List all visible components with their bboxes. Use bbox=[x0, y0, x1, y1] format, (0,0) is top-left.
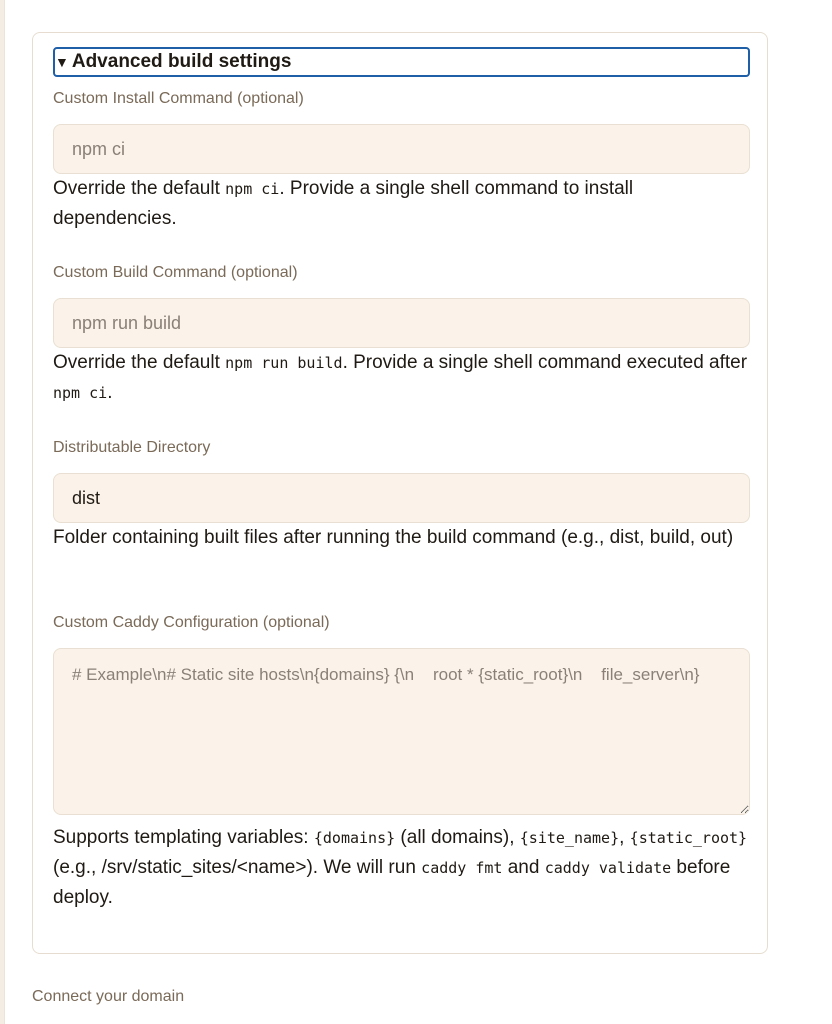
help-text: Override the default bbox=[53, 352, 226, 373]
help-code: caddy fmt bbox=[421, 859, 503, 877]
help-text: and bbox=[502, 857, 545, 878]
help-code: {domains} bbox=[313, 829, 396, 847]
help-text: Supports templating variables: bbox=[53, 827, 314, 848]
help-code: caddy validate bbox=[544, 859, 672, 877]
caddy-config-label: Custom Caddy Configuration (optional) bbox=[53, 614, 330, 631]
help-code: npm ci bbox=[53, 384, 108, 402]
install-command-input[interactable] bbox=[53, 124, 750, 174]
left-border bbox=[0, 0, 5, 1024]
disclosure-triangle-icon: ▼ bbox=[55, 54, 69, 70]
advanced-build-settings-panel bbox=[32, 32, 768, 954]
build-command-label: Custom Build Command (optional) bbox=[53, 264, 298, 281]
help-text: before deploy. bbox=[53, 857, 731, 908]
help-text: Override the default bbox=[53, 178, 226, 199]
help-text: . Provide a single shell command to install dependencies. bbox=[53, 178, 634, 229]
help-text: , bbox=[619, 827, 630, 848]
connect-domain-label: Connect your domain bbox=[32, 988, 185, 1005]
help-code: npm run build bbox=[225, 354, 343, 372]
caddy-config-textarea[interactable] bbox=[53, 648, 750, 815]
build-command-help bbox=[53, 348, 753, 408]
caddy-config-help bbox=[53, 823, 753, 912]
help-code: npm ci bbox=[225, 180, 280, 198]
advanced-build-settings-title: Advanced build settings bbox=[71, 51, 292, 72]
help-text: (all domains), bbox=[395, 827, 520, 848]
install-command-label: Custom Install Command (optional) bbox=[53, 90, 304, 107]
install-command-help bbox=[53, 174, 753, 233]
help-text: (e.g., /srv/static_sites/<name>). We will run bbox=[53, 857, 422, 878]
help-text: . Provide a single shell command executed after bbox=[342, 352, 748, 373]
dist-directory-help: Folder containing built files after running the build command (e.g., dist, build, out) bbox=[53, 527, 734, 548]
help-code: {static_root} bbox=[629, 829, 748, 847]
advanced-build-settings-toggle[interactable] bbox=[53, 47, 750, 77]
help-code: {site_name} bbox=[519, 829, 620, 847]
dist-directory-label: Distributable Directory bbox=[53, 439, 211, 456]
help-text: . bbox=[107, 382, 113, 403]
dist-directory-input[interactable] bbox=[53, 473, 750, 523]
build-command-input[interactable] bbox=[53, 298, 750, 348]
